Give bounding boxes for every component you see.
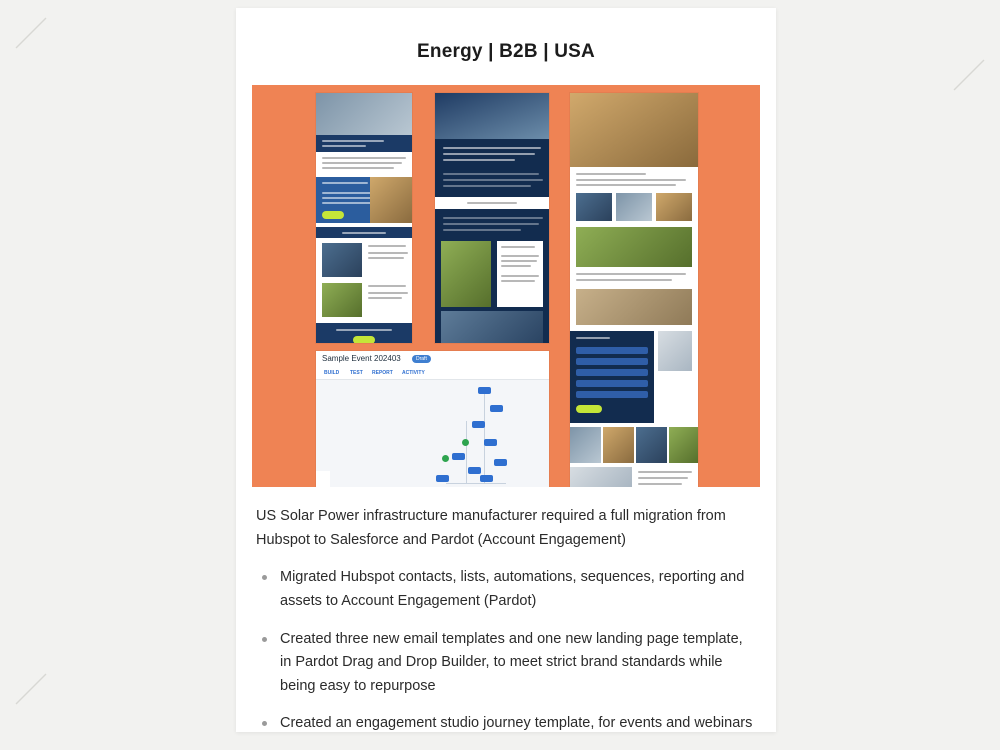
page-title: Energy | B2B | USA bbox=[417, 41, 595, 62]
corner-mark-icon bbox=[952, 58, 986, 92]
screenshot-engagement-studio bbox=[316, 351, 549, 487]
case-study-bullets bbox=[258, 566, 754, 732]
list-item: Created an engagement studio journey template, for events and webinars bbox=[258, 712, 754, 732]
tab-activity[interactable]: ACTIVITY bbox=[402, 370, 425, 376]
tab-report[interactable]: REPORT bbox=[372, 370, 393, 376]
status-badge: Draft bbox=[412, 355, 431, 363]
screenshot-email-newsletter bbox=[316, 93, 412, 343]
hero-image-band bbox=[252, 85, 760, 487]
engagement-studio-toolbar bbox=[316, 351, 549, 369]
list-item: Migrated Hubspot contacts, lists, automations, sequences, reporting and assets to Account Engagement (Pardot) bbox=[258, 566, 754, 613]
case-study-card bbox=[236, 8, 776, 732]
tab-build[interactable]: BUILD bbox=[324, 370, 340, 376]
engagement-studio-tabs bbox=[316, 368, 549, 380]
case-study-summary: US Solar Power infrastructure manufacturer required a full migration from Hubspot to Salesforce and Pardot (Account Engagement) bbox=[256, 508, 726, 548]
engagement-studio-title: Sample Event 202403 bbox=[322, 354, 401, 363]
corner-mark-icon bbox=[14, 16, 48, 50]
corner-mark-icon bbox=[14, 672, 48, 706]
tab-test[interactable]: TEST bbox=[350, 370, 363, 376]
list-item: Created three new email templates and one new landing page template, in Pardot Drag and Drop Builder, to meet strict brand standards while being easy to repurpose bbox=[258, 628, 754, 699]
screenshot-landing-page bbox=[570, 93, 698, 487]
screenshot-email-congrats bbox=[435, 93, 549, 343]
